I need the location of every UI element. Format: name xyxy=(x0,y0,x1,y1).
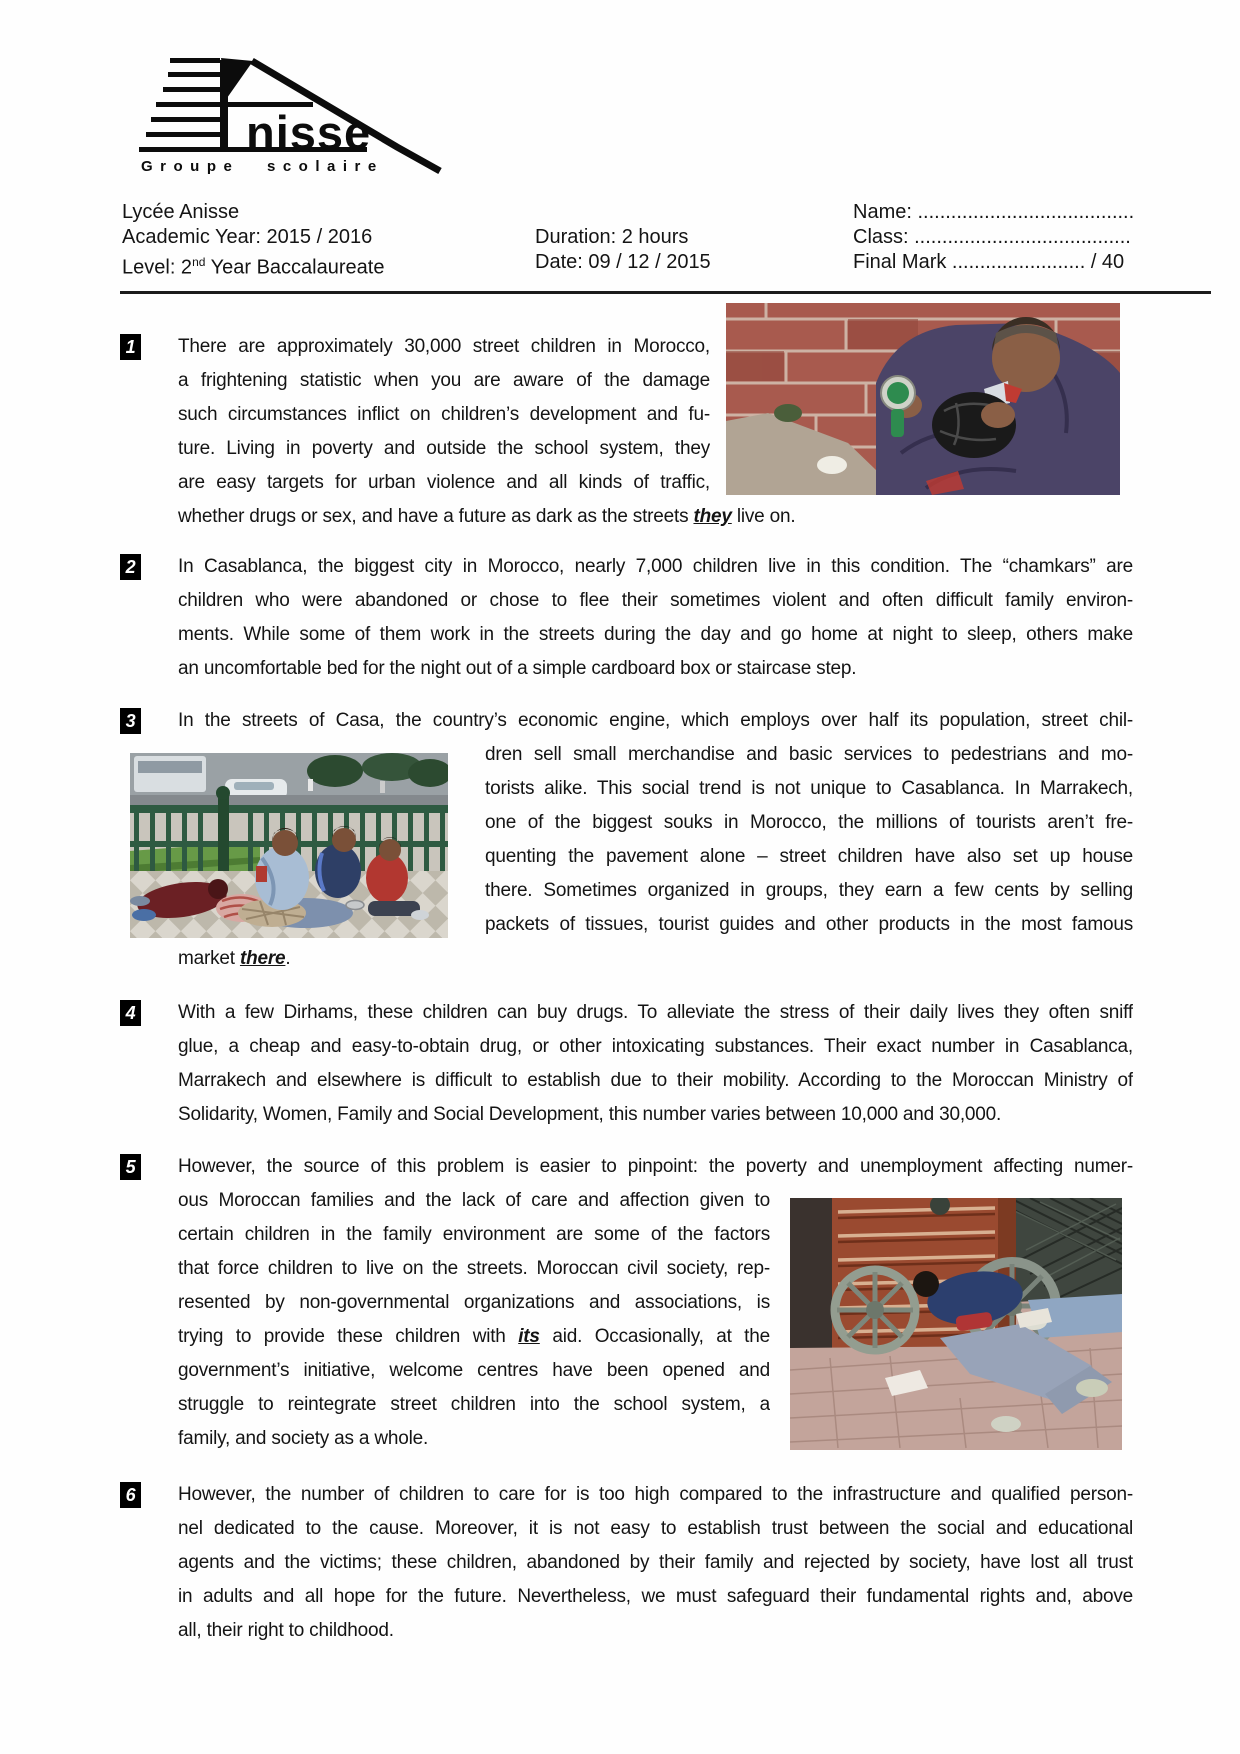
text-line: whether drugs or sex, and have a future as dark as the streets they live on. xyxy=(178,506,796,527)
paragraph-number-badge: 4 xyxy=(120,1000,141,1026)
text-line: there. Sometimes organized in groups, they earn a few cents by selling xyxy=(485,880,1133,901)
header-left-column xyxy=(122,200,384,281)
emphasized-word: there xyxy=(239,948,286,969)
text-line: agents and the victims; these children, abandoned by their family and rejected by society, have lost all trust xyxy=(178,1552,1133,1573)
text-line: torists alike. This social trend is not unique to Casablanca. In Marrakech, xyxy=(485,778,1133,799)
text-line: ous Moroccan families and the lack of care and affection given to xyxy=(178,1190,770,1211)
text-line: However, the number of children to care for is too high compared to the infrastructure and qualified person- xyxy=(178,1484,1133,1505)
text-line: government’s initiative, welcome centres have been opened and xyxy=(178,1360,770,1381)
text-line: all, their right to childhood. xyxy=(178,1620,394,1641)
text-line: There are approximately 30,000 street children in Morocco, xyxy=(178,336,710,357)
text-line: a frightening statistic when you are aware of the damage xyxy=(178,370,710,391)
logo-wordmark: nisse xyxy=(246,106,372,159)
school-logo xyxy=(139,50,449,175)
class-blank-line: Class: ....................................... xyxy=(853,226,1131,248)
logo-subtitle: Groupe scolaire xyxy=(141,158,384,175)
paragraph-2 xyxy=(125,550,1133,686)
text-line: dren sell small merchandise and basic services to pedestrians and mo- xyxy=(485,744,1133,765)
header-right-column xyxy=(853,200,1134,275)
text-line: family, and society as a whole. xyxy=(178,1428,429,1449)
name-blank-line: Name: ....................................... xyxy=(853,201,1135,223)
text-line: struggle to reintegrate street children into the school system, a xyxy=(178,1394,770,1415)
paragraph-number-badge: 3 xyxy=(120,708,141,734)
text-line: that force children to live on the streets. Moroccan civil society, rep- xyxy=(178,1258,770,1279)
text-line: nel dedicated to the cause. Moreover, it is not easy to establish trust between the social and educational xyxy=(178,1518,1133,1539)
text-line: packets of tissues, tourist guides and other products in the most famous xyxy=(485,914,1133,935)
level-line: Level: 2nd Year Baccalaureate xyxy=(122,255,385,279)
paragraph-3 xyxy=(125,704,1133,976)
text-line: certain children in the family environment are some of the factors xyxy=(178,1224,770,1245)
date-line: Date: 09 / 12 / 2015 xyxy=(535,251,711,273)
text-line: market there. xyxy=(178,948,291,969)
academic-year: Academic Year: 2015 / 2016 xyxy=(122,226,373,248)
paragraph-number-badge: 6 xyxy=(120,1482,141,1508)
anisse-logo-graphic xyxy=(139,50,449,175)
text-line: Marrakech and elsewhere is difficult to establish due to their mobility. According to the Moroccan Ministry of xyxy=(178,1070,1133,1091)
text-line: With a few Dirhams, these children can buy drugs. To alleviate the stress of their daily lives they often sniff xyxy=(178,1002,1133,1023)
duration-line: Duration: 2 hours xyxy=(535,226,689,248)
text-line: glue, a cheap and easy-to-obtain drug, or other intoxicating substances. Their exact number in Casablanca, xyxy=(178,1036,1133,1057)
text-line: one of the biggest souks in Morocco, the millions of tourists aren’t fre- xyxy=(485,812,1133,833)
paragraph-5 xyxy=(125,1150,1133,1456)
header-middle-column xyxy=(535,200,711,275)
text-line: are easy targets for urban violence and all kinds of traffic, xyxy=(178,472,710,493)
text-line: In Casablanca, the biggest city in Morocco, nearly 7,000 children live in this condition. The “chamkars” are xyxy=(178,556,1133,577)
text-line: such circumstances inflict on children’s development and fu- xyxy=(178,404,710,425)
emphasized-word: its xyxy=(518,1326,540,1347)
paragraph-number-badge: 5 xyxy=(120,1154,141,1180)
paragraph-6 xyxy=(125,1478,1133,1648)
text-line: in adults and all hope for the future. Nevertheless, we must safeguard their fundamental rights and, above xyxy=(178,1586,1133,1607)
paragraph-number-badge: 1 xyxy=(120,334,141,360)
final-mark-line: Final Mark ........................ / 40 xyxy=(853,251,1125,273)
text-line: children who were abandoned or chose to flee their sometimes violent and often difficult family environ- xyxy=(178,590,1133,611)
school-name: Lycée Anisse xyxy=(122,201,240,223)
text-line: an uncomfortable bed for the night out of a simple cardboard box or staircase step. xyxy=(178,658,857,679)
text-line: ture. Living in poverty and outside the school system, they xyxy=(178,438,710,459)
text-line: resented by non-governmental organizations and associations, is xyxy=(178,1292,770,1313)
header-divider-rule xyxy=(120,291,1211,294)
text-line: In the streets of Casa, the country’s economic engine, which employs over half its population, street chil- xyxy=(178,710,1133,731)
paragraph-4 xyxy=(125,996,1133,1132)
text-line: quenting the pavement alone – street children have also set up house xyxy=(485,846,1133,867)
text-line: Solidarity, Women, Family and Social Development, this number varies between 10,000 and 30,000. xyxy=(178,1104,1002,1125)
text-line: trying to provide these children with its aid. Occasionally, at the xyxy=(178,1326,770,1347)
paragraph-number-badge: 2 xyxy=(120,554,141,580)
emphasized-word: they xyxy=(693,506,732,527)
text-line: ments. While some of them work in the streets during the day and go home at night to sleep, others make xyxy=(178,624,1133,645)
text-line: However, the source of this problem is easier to pinpoint: the poverty and unemployment affecting numer- xyxy=(178,1156,1133,1177)
paragraph-1 xyxy=(125,330,1133,534)
